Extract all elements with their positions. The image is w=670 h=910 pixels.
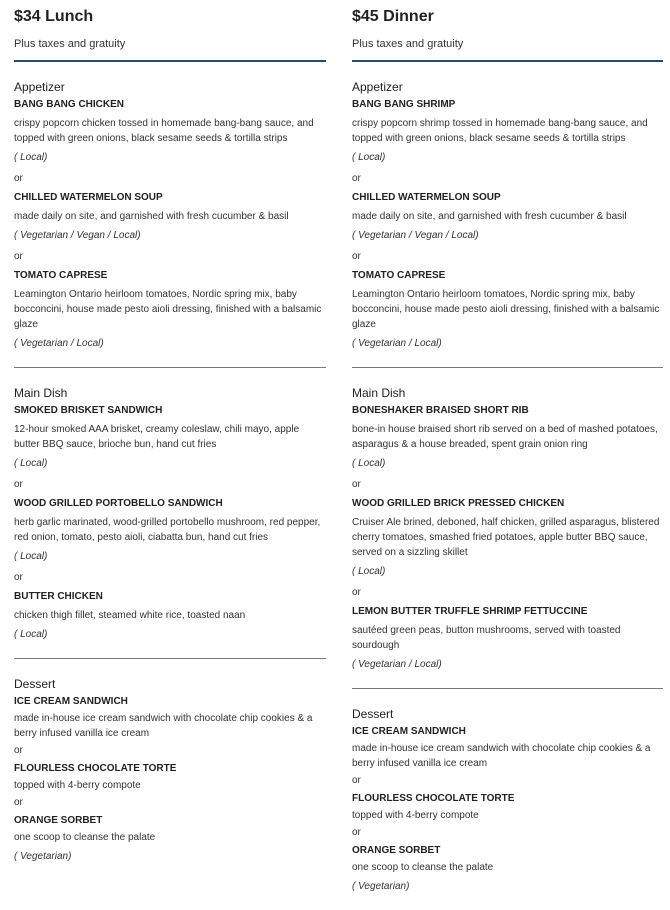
- course-section: [14, 62, 326, 368]
- dietary-tags: ( Local): [14, 458, 48, 469]
- menu-item: [14, 268, 326, 351]
- item-description: crispy popcorn chicken tossed in homemade bang-bang sauce, and topped with green onions, black sesame seeds & tortilla strips: [14, 118, 314, 144]
- menu-title: $45 Dinner: [352, 8, 434, 25]
- menu-item: [352, 190, 663, 243]
- menu-item: [14, 813, 326, 864]
- item-description: Leamington Ontario heirloom tomatoes, Nordic spring mix, baby bocconcini, house made pesto aioli dressing, finished with a balsamic glaze: [14, 289, 322, 330]
- dietary-tags: ( Local): [352, 152, 386, 163]
- item-description: sautéed green peas, button mushrooms, served with toasted sourdough: [352, 625, 621, 651]
- or-separator: or: [14, 479, 23, 490]
- item-name: ORANGE SORBET: [352, 845, 441, 856]
- course-label: Dessert: [14, 677, 56, 691]
- item-name: ORANGE SORBET: [14, 815, 103, 826]
- item-description: topped with 4-berry compote: [14, 780, 141, 791]
- item-name: CHILLED WATERMELON SOUP: [352, 192, 501, 203]
- course-label: Dessert: [352, 707, 394, 721]
- menu-item: [352, 724, 663, 771]
- item-description: Leamington Ontario heirloom tomatoes, Nordic spring mix, baby bocconcini, house made pesto aioli dressing, finished with a balsamic glaze: [352, 289, 660, 330]
- item-name: TOMATO CAPRESE: [352, 270, 446, 281]
- item-description: made daily on site, and garnished with fresh cucumber & basil: [352, 211, 627, 222]
- dietary-tags: ( Local): [14, 629, 48, 640]
- course-section: [352, 62, 663, 368]
- menu-item: [14, 97, 326, 165]
- dietary-tags: ( Local): [14, 551, 48, 562]
- item-description: herb garlic marinated, wood-grilled portobello mushroom, red pepper, red onion, tomato, pesto aioli, ciabatta bun, hand cut fries: [14, 517, 321, 543]
- or-separator: or: [14, 572, 23, 583]
- item-name: ICE CREAM SANDWICH: [352, 726, 466, 737]
- menu-item: [14, 761, 326, 793]
- dietary-tags: ( Local): [352, 458, 386, 469]
- item-name: FLOURLESS CHOCOLATE TORTE: [14, 763, 177, 774]
- dietary-tags: ( Vegetarian): [352, 881, 410, 892]
- menu-item: [352, 791, 663, 823]
- menu-item: [352, 403, 663, 471]
- or-separator: or: [352, 173, 361, 184]
- item-description: 12-hour smoked AAA brisket, creamy coleslaw, chili mayo, apple butter BBQ sauce, brioche bun, hand cut fries: [14, 424, 300, 450]
- item-description: Cruiser Ale brined, deboned, half chicken, grilled asparagus, blistered cherry tomatoes, smashed fried potatoes, apple butter BBQ sauce, served on a sizzling skillet: [352, 517, 660, 558]
- or-separator: or: [14, 797, 23, 808]
- menu-item: [352, 496, 663, 579]
- dietary-tags: ( Vegetarian / Local): [14, 338, 104, 349]
- or-separator: or: [352, 251, 361, 262]
- course-list: [14, 62, 326, 880]
- or-separator: or: [352, 775, 361, 786]
- item-name: SMOKED BRISKET SANDWICH: [14, 405, 163, 416]
- or-separator: or: [352, 479, 361, 490]
- item-name: BANG BANG SHRIMP: [352, 99, 456, 110]
- item-description: topped with 4-berry compote: [352, 810, 479, 821]
- menu-item: [14, 496, 326, 564]
- dietary-tags: ( Local): [352, 566, 386, 577]
- course-label: Main Dish: [352, 386, 406, 400]
- item-name: LEMON BUTTER TRUFFLE SHRIMP FETTUCCINE: [352, 606, 588, 617]
- menu-item: [14, 190, 326, 243]
- menu-item: [14, 694, 326, 741]
- dietary-tags: ( Vegetarian / Vegan / Local): [14, 230, 141, 241]
- item-name: WOOD GRILLED BRICK PRESSED CHICKEN: [352, 498, 565, 509]
- menu-title: $34 Lunch: [14, 8, 94, 25]
- item-name: BANG BANG CHICKEN: [14, 99, 124, 110]
- item-name: FLOURLESS CHOCOLATE TORTE: [352, 793, 515, 804]
- menu-item: [14, 403, 326, 471]
- item-description: made in-house ice cream sandwich with chocolate chip cookies & a berry infused vanilla ice cream: [352, 743, 651, 769]
- item-description: made daily on site, and garnished with fresh cucumber & basil: [14, 211, 289, 222]
- item-name: WOOD GRILLED PORTOBELLO SANDWICH: [14, 498, 223, 509]
- dietary-tags: ( Local): [14, 152, 48, 163]
- lunch-menu-column: [14, 0, 326, 880]
- or-separator: or: [352, 827, 361, 838]
- course-section: [352, 689, 663, 910]
- or-separator: or: [14, 173, 23, 184]
- item-description: one scoop to cleanse the palate: [352, 862, 494, 873]
- item-description: one scoop to cleanse the palate: [14, 832, 156, 843]
- item-description: crispy popcorn shrimp tossed in homemade bang-bang sauce, and topped with green onions, black sesame seeds & tortilla strips: [352, 118, 648, 144]
- dietary-tags: ( Vegetarian / Local): [352, 659, 442, 670]
- course-label: Appetizer: [14, 80, 65, 94]
- course-label: Appetizer: [352, 80, 403, 94]
- menu-item: [352, 268, 663, 351]
- course-list: [352, 62, 663, 910]
- dietary-tags: ( Vegetarian): [14, 851, 72, 862]
- course-section: [352, 368, 663, 689]
- menu-item: [352, 604, 663, 672]
- dietary-tags: ( Vegetarian / Local): [352, 338, 442, 349]
- item-description: chicken thigh fillet, steamed white rice, toasted naan: [14, 610, 246, 621]
- menu-item: [352, 843, 663, 894]
- menu-item: [352, 97, 663, 165]
- item-name: BUTTER CHICKEN: [14, 591, 103, 602]
- item-name: TOMATO CAPRESE: [14, 270, 108, 281]
- item-name: ICE CREAM SANDWICH: [14, 696, 128, 707]
- or-separator: or: [14, 251, 23, 262]
- menu-subtitle: Plus taxes and gratuity: [14, 38, 126, 50]
- course-section: [14, 659, 326, 880]
- course-section: [14, 368, 326, 659]
- menu-subtitle: Plus taxes and gratuity: [352, 38, 464, 50]
- dinner-menu-column: [352, 0, 663, 910]
- item-description: bone-in house braised short rib served on a bed of mashed potatoes, asparagus & a house breaded, spent grain onion ring: [352, 424, 658, 450]
- course-label: Main Dish: [14, 386, 68, 400]
- menu-item: [14, 589, 326, 642]
- dietary-tags: ( Vegetarian / Vegan / Local): [352, 230, 479, 241]
- or-separator: or: [14, 745, 23, 756]
- item-description: made in-house ice cream sandwich with chocolate chip cookies & a berry infused vanilla ice cream: [14, 713, 313, 739]
- item-name: CHILLED WATERMELON SOUP: [14, 192, 163, 203]
- item-name: BONESHAKER BRAISED SHORT RIB: [352, 405, 529, 416]
- or-separator: or: [352, 587, 361, 598]
